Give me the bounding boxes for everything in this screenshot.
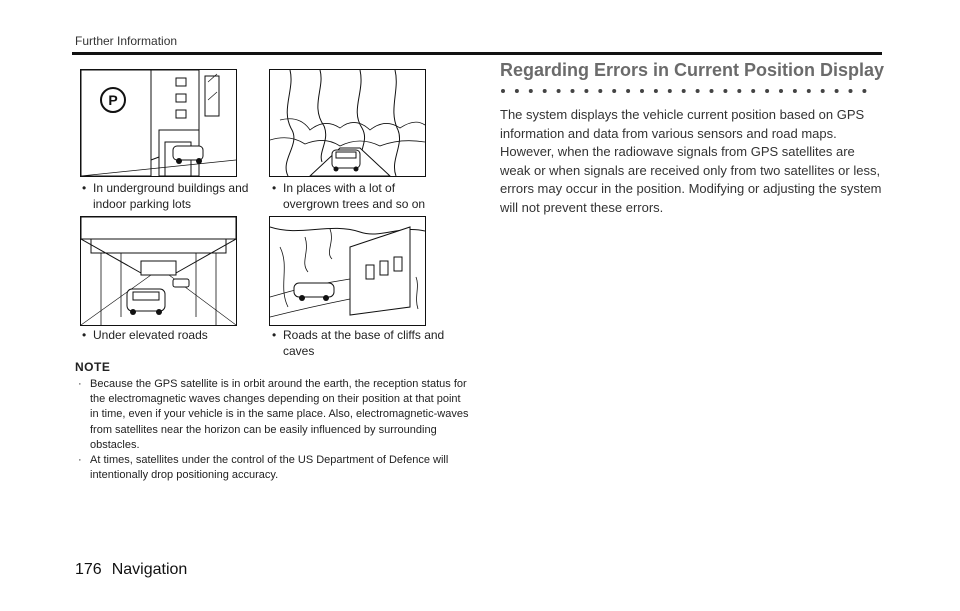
rule-dot <box>849 89 853 93</box>
rule-dot <box>696 89 700 93</box>
rule-dot <box>862 89 866 93</box>
rule-dot <box>723 89 727 93</box>
note-list <box>78 377 470 483</box>
caption-bullet: • <box>272 181 277 195</box>
rule-dot <box>821 89 825 93</box>
page-header-section: Further Information <box>75 34 178 48</box>
section-body: The system displays the vehicle current position based on GPS information and data from various sensors and road maps. However, when the radiowave signals from GPS satellites are weak or when signals are received only from two satellites or less, errors may occur in the position. Modifying or adjusting the system will not prevent these errors. <box>500 107 882 215</box>
note-item-text: Because the GPS satellite is in orbit around the earth, the reception status for the electromagnetic waves changes depending on their position at that point in time, even if your vehicle is in the same place. Also, electromagnetic-waves from satellites near the horizon can be easily influenced by surrounding obstacles. <box>90 378 469 451</box>
figure-overgrown-trees <box>269 69 426 177</box>
rule-dot <box>793 89 797 93</box>
figure-underground-parking <box>80 69 237 177</box>
note-item: · Because the GPS satellite is in orbit around the earth, the reception status for the electromagnetic waves changes depending on their position at that point in time, even if your vehicle is in the same place. Also, electromagnetic-waves from satellites near the horizon can be easily influenced by surrounding obstacles. <box>78 378 469 451</box>
rule-dot <box>835 89 839 93</box>
page-number: 176 <box>75 561 102 578</box>
trees-illustration <box>270 70 425 176</box>
rule-dot <box>654 89 658 93</box>
title-dotted-rule <box>500 88 878 94</box>
caption-bullet: • <box>82 181 87 195</box>
rule-dot <box>779 89 783 93</box>
rule-dot <box>543 89 547 93</box>
note-title: NOTE <box>75 360 111 374</box>
rule-dot <box>584 89 588 93</box>
rule-dot <box>501 89 505 93</box>
rule-dot <box>515 89 519 93</box>
figure-caption-cliffs <box>272 327 467 359</box>
rule-dot <box>682 89 686 93</box>
parking-illustration <box>81 70 236 176</box>
figure-elevated-roads <box>80 216 237 326</box>
parking-sign-label: P <box>108 92 118 108</box>
figure-cliffs-caves <box>269 216 426 326</box>
elevated-road-illustration <box>81 217 236 325</box>
caption-text: Under elevated roads <box>93 328 208 342</box>
figure-caption-trees <box>272 180 447 212</box>
rule-dot <box>571 89 575 93</box>
rule-dot <box>668 89 672 93</box>
rule-dot <box>557 89 561 93</box>
note-item: · At times, satellites under the control of the US Department of Defence will intentionally drop positioning accuracy. <box>78 454 449 482</box>
chapter-name: Navigation <box>111 561 188 578</box>
section-title: Regarding Errors in Current Position Display <box>500 60 885 80</box>
rule-dot <box>765 89 769 93</box>
cliffs-illustration <box>270 217 425 325</box>
caption-bullet: • <box>82 328 87 342</box>
note-item-text: At times, satellites under the control of the US Department of Defence will intentionally drop positioning accuracy. <box>90 454 449 482</box>
rule-dot <box>710 89 714 93</box>
caption-bullet: • <box>272 328 277 342</box>
rule-dot <box>598 89 602 93</box>
rule-dot <box>751 89 755 93</box>
rule-dot <box>640 89 644 93</box>
rule-dot <box>612 89 616 93</box>
figure-caption-elevated <box>82 327 267 343</box>
caption-text: In underground buildings and indoor parking lots <box>93 181 249 211</box>
page-footer <box>75 561 187 579</box>
rule-dot <box>626 89 630 93</box>
rule-dot <box>529 89 533 93</box>
header-rule <box>72 52 882 55</box>
caption-text: In places with a lot of overgrown trees and so on <box>283 181 426 211</box>
rule-dot <box>737 89 741 93</box>
figure-caption-parking <box>82 180 272 212</box>
caption-text: Roads at the base of cliffs and caves <box>283 328 445 358</box>
rule-dot <box>807 89 811 93</box>
